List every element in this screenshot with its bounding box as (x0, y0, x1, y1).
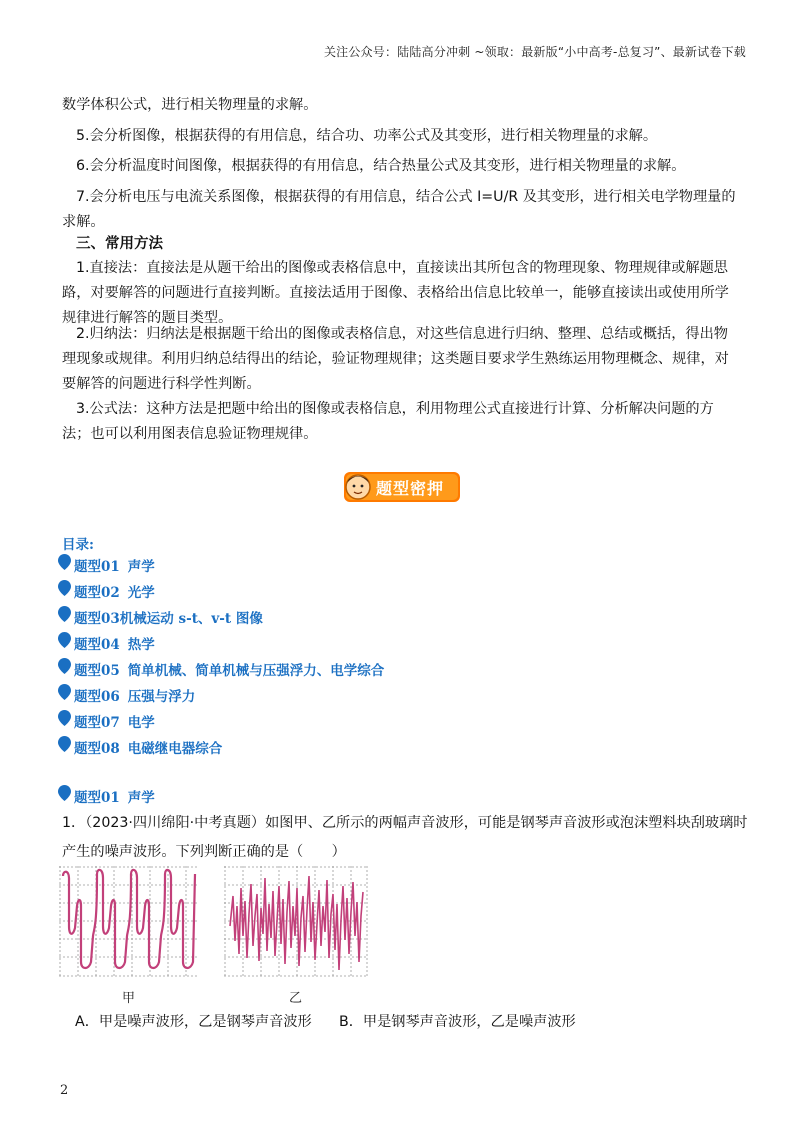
waveform-figure-a (59, 866, 199, 978)
paragraph-6: 6.会分析温度时间图像，根据获得的有用信息，结合热量公式及其变形，进行相关物理量的求解。 (76, 158, 686, 174)
question-line-1: 1．（2023·四川绵阳·中考真题）如图甲、乙所示的两幅声音波形，可能是钢琴声音波形或泡沫塑料块刮玻璃时 (62, 815, 748, 831)
toc-item-prefix: 题型02 (74, 585, 120, 601)
toc-item-label: 压强与浮力 (127, 689, 196, 705)
location-pin-icon (58, 632, 71, 648)
toc-item-prefix: 题型08 (74, 741, 120, 757)
toc-item-prefix: 题型04 (74, 637, 120, 653)
location-pin-icon (58, 736, 71, 752)
toc-item-label: 简单机械、简单机械与压强浮力、电学综合 (127, 663, 385, 679)
location-pin-icon (58, 580, 71, 596)
method-3: 3.公式法：这种方法是把题中给出的图像或表格信息，利用物理公式直接进行计算、分析解决问题的方法；也可以利用图表信息验证物理规律。 (62, 401, 714, 442)
section-heading (58, 786, 155, 806)
toc-item-06[interactable] (58, 685, 195, 705)
paragraph-continued: 数学体积公式，进行相关物理量的求解。 (62, 97, 318, 113)
question-line-2: 产生的噪声波形。下列判断正确的是（ ） (62, 844, 346, 860)
toc-item-03[interactable] (58, 607, 263, 627)
toc-item-label: 热学 (127, 637, 155, 653)
page-number: 2 (60, 1083, 69, 1098)
page-header: 关注公众号：陆陆高分冲刺 ~领取：最新版“小中高考-总复习”、最新试卷下载 (323, 45, 746, 59)
toc-item-label: 电磁继电器综合 (127, 741, 223, 757)
choice-b[interactable]: B．甲是钢琴声音波形，乙是噪声波形 (339, 1014, 576, 1030)
toc-item-prefix: 题型06 (74, 689, 120, 705)
toc-title: 目录: (62, 537, 94, 553)
toc-item-prefix: 题型05 (74, 663, 120, 679)
badge-label: 题型密押 (376, 479, 445, 498)
toc-item-prefix: 题型01 (74, 559, 120, 575)
section-badge (340, 467, 464, 507)
paragraph-5: 5.会分析图像，根据获得的有用信息，结合功、功率公式及其变形，进行相关物理量的求解。 (76, 128, 658, 144)
location-pin-icon (58, 710, 71, 726)
waveform-figure-b (224, 866, 368, 978)
toc-item-08[interactable] (58, 737, 222, 757)
toc-item-04[interactable] (58, 633, 155, 653)
toc-item-label: 声学 (127, 559, 155, 575)
location-pin-icon (58, 658, 71, 674)
method-1: 1.直接法：直接法是从题干给出的图像或表格信息中，直接读出其所包含的物理现象、物理规律或解题思路，对要解答的问题进行直接判断。直接法适用于图像、表格给出信息比较单一，能够直接读出或使用所学规律进行解答的题目类型。 (62, 260, 729, 326)
toc-item-prefix: 题型07 (74, 715, 120, 731)
waveform-line-b (230, 876, 363, 970)
section-name: 声学 (127, 790, 155, 806)
figure-a-caption: 甲 (122, 991, 136, 1006)
choice-a[interactable]: A．甲是噪声波形，乙是钢琴声音波形 (75, 1014, 312, 1030)
toc-item-label: 电学 (127, 715, 155, 731)
method-2: 2.归纳法：归纳法是根据题干给出的图像或表格信息，对这些信息进行归纳、整理、总结或概括，得出物理现象或规律。利用归纳总结得出的结论，验证物理规律；这类题目要求学生熟练运用物理概念、规律，对要解答的问题进行科学性判断。 (62, 326, 729, 392)
location-pin-icon (58, 606, 71, 622)
paragraph-7: 7.会分析电压与电流关系图像，根据获得的有用信息，结合公式 I=U/R 及其变形，进行相关电学物理量的求解。 (62, 189, 736, 230)
figure-b-caption: 乙 (289, 991, 303, 1006)
toc-item-05[interactable] (58, 659, 384, 679)
location-pin-icon (58, 554, 71, 570)
toc-item-label: 光学 (127, 585, 155, 601)
section-prefix: 题型01 (74, 790, 120, 806)
location-pin-icon (58, 684, 71, 700)
toc-item-prefix: 题型03 (74, 611, 120, 627)
toc-item-01[interactable] (58, 555, 155, 575)
methods-title: 三、常用方法 (76, 236, 163, 252)
toc-item-02[interactable] (58, 581, 155, 601)
toc-item-07[interactable] (58, 711, 155, 731)
toc-item-label: 机械运动 s-t、v-t 图像 (119, 611, 263, 627)
location-pin-icon (58, 785, 71, 801)
